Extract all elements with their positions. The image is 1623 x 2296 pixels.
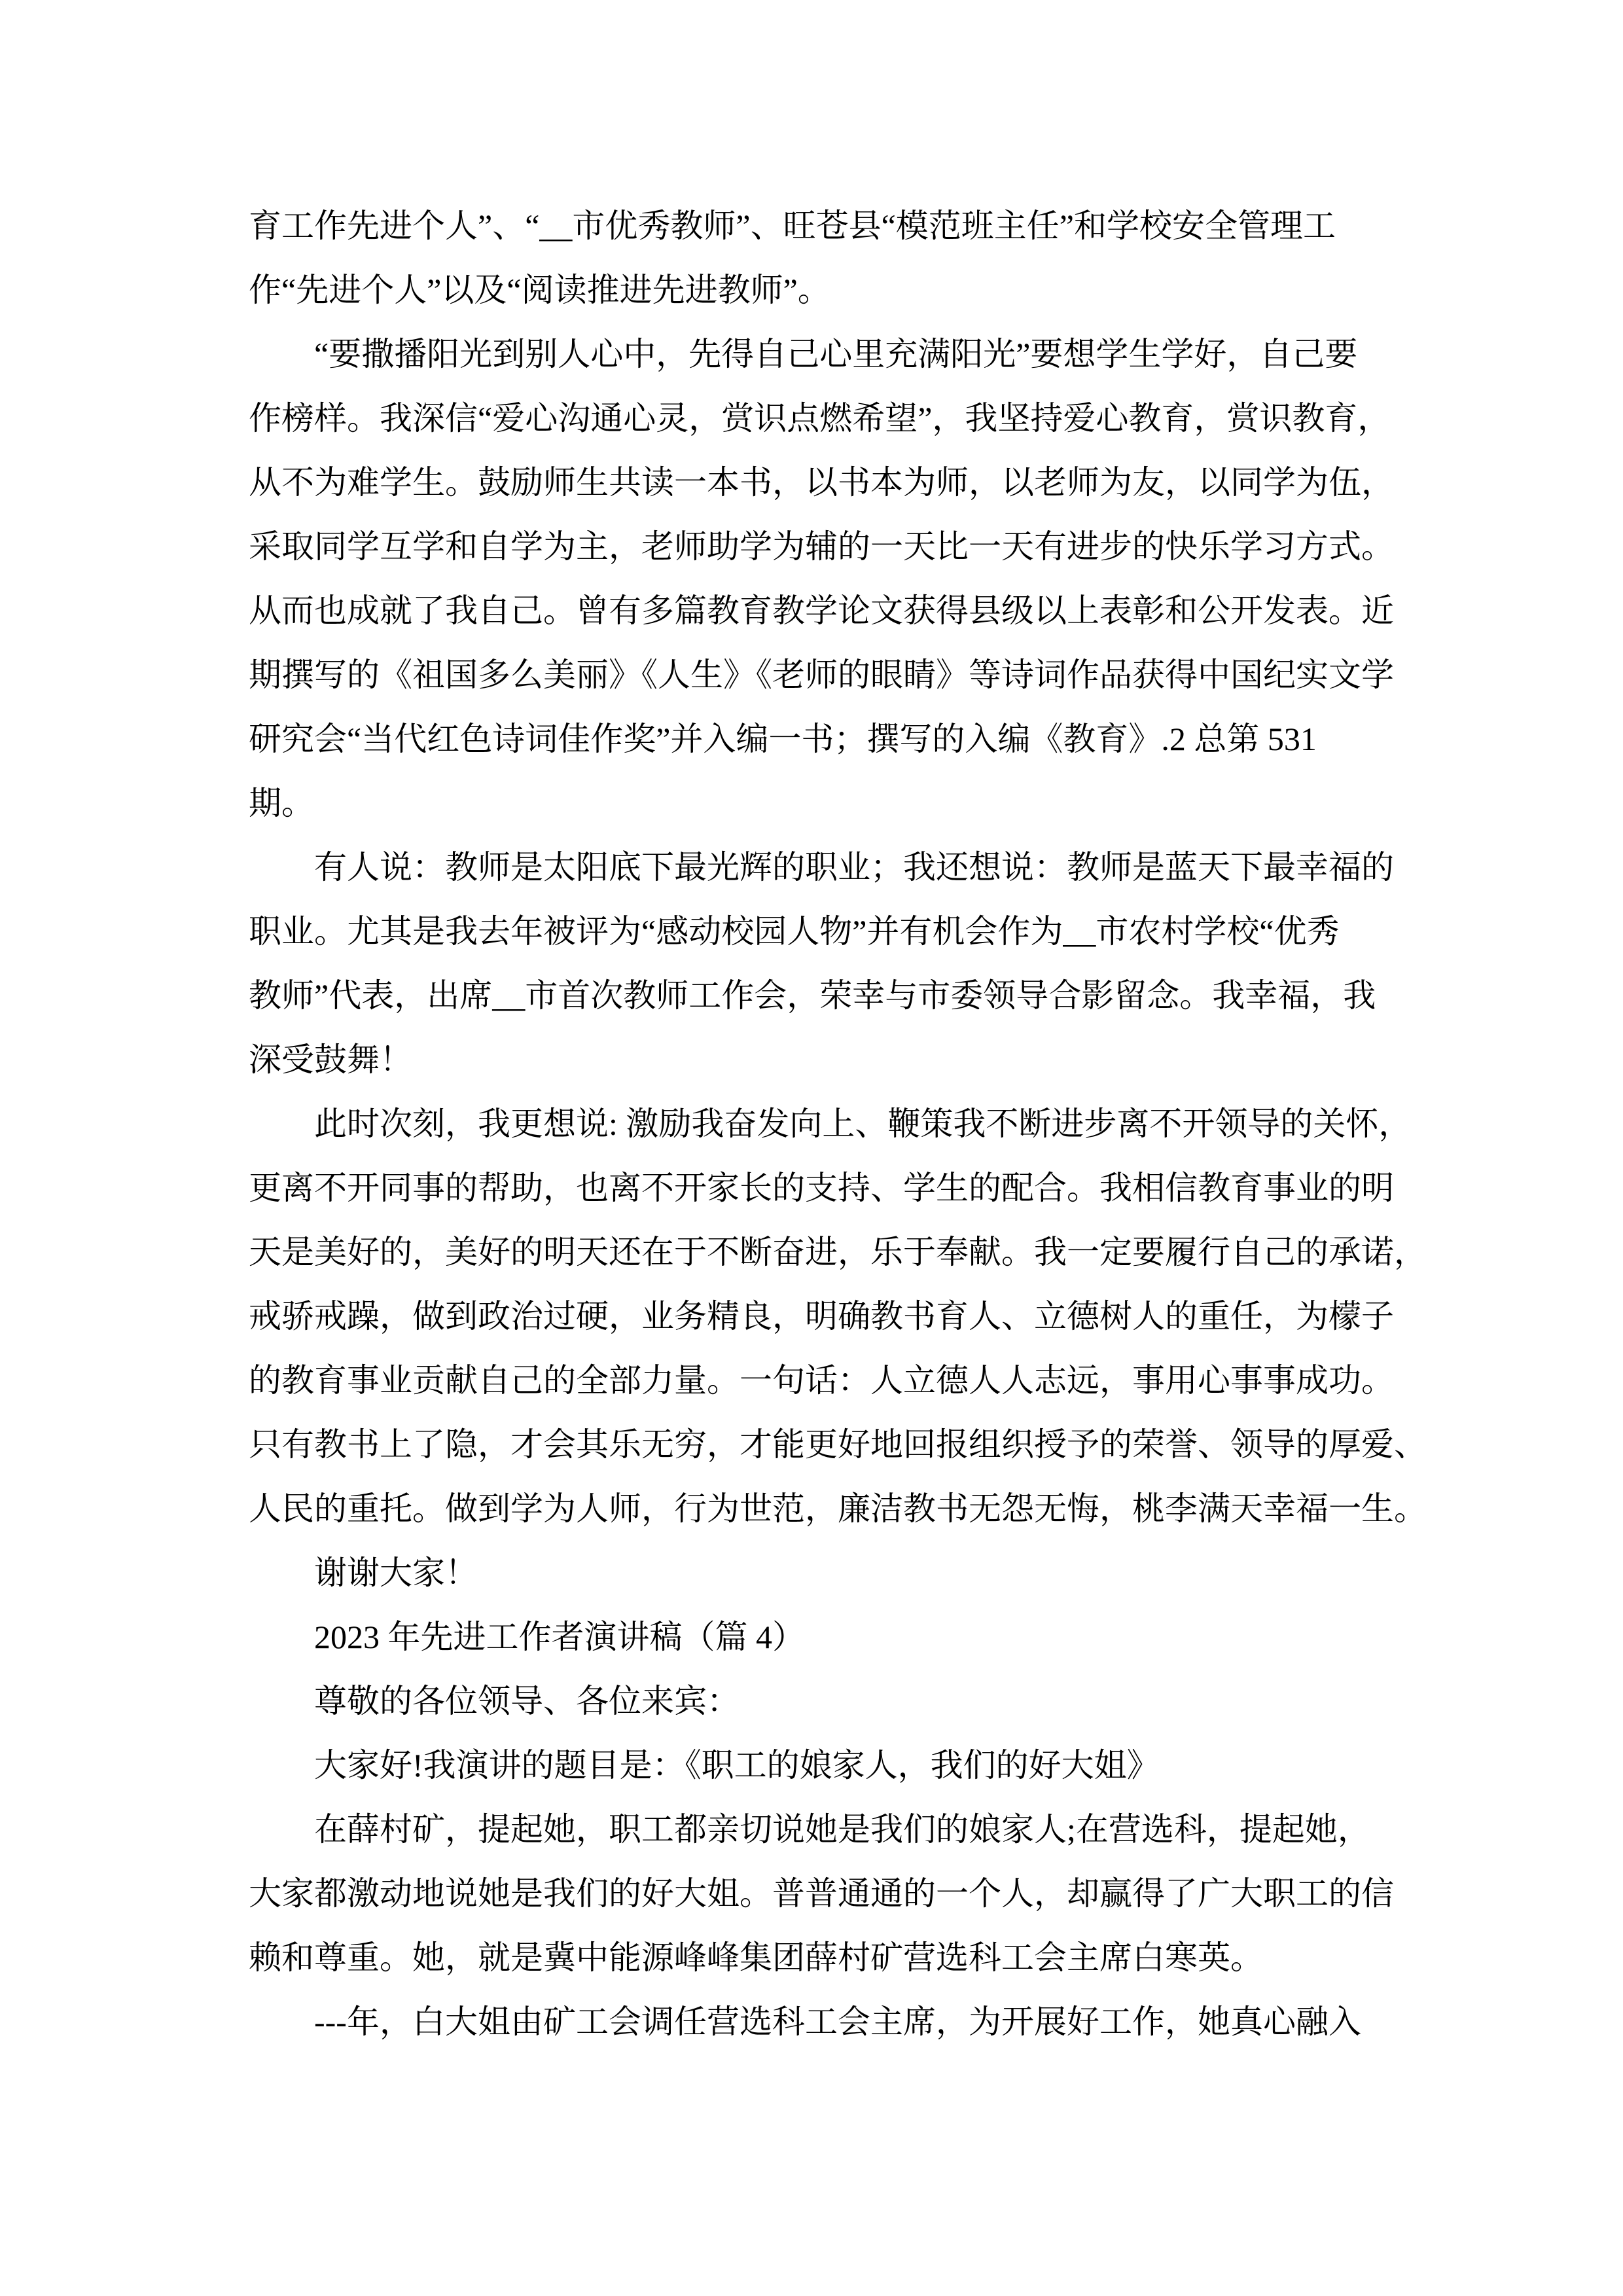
text-line: 谢谢大家！: [314, 1554, 478, 1591]
text-line: 此时次刻，我更想说: 激励我奋发向上、鞭策我不断进步离不开领导的关怀，: [314, 1105, 1412, 1142]
text-line: 从而也成就了我自己。曾有多篇教育教学论文获得县级以上表彰和公开发表。近: [249, 592, 1394, 629]
text-line: 天是美好的，美好的明天还在于不断奋进，乐于奉献。我一定要履行自己的承诺，: [249, 1234, 1427, 1270]
text-line: 职业。尤其是我去年被评为“感动校园人物”并有机会作为__市农村学校“优秀: [249, 913, 1340, 950]
text-line: 在薛村矿，提起她，职工都亲切说她是我们的娘家人;在营选科，提起她，: [314, 1811, 1370, 1848]
text-line: 研究会“当代红色诗词佳作奖”并入编一书；撰写的入编《教育》.2 总第 531: [249, 721, 1317, 757]
text-line: 作“先进个人”以及“阅读推进先进教师”。: [249, 272, 830, 308]
text-line: 尊敬的各位领导、各位来宾：: [314, 1683, 740, 1719]
text-line: 期。: [249, 785, 314, 821]
text-line: 更离不开同事的帮助，也离不开家长的支持、学生的配合。我相信教育事业的明: [249, 1170, 1394, 1206]
text-line: 只有教书上了隐，才会其乐无穷，才能更好地回报组织授予的荣誉、领导的厚爱、: [249, 1426, 1427, 1463]
text-line: 赖和尊重。她，就是冀中能源峰峰集团薛村矿营选科工会主席白寒英。: [249, 1939, 1263, 1976]
text-line: 有人说：教师是太阳底下最光辉的职业；我还想说：教师是蓝天下最幸福的: [314, 849, 1394, 886]
text-line: 期撰写的《祖国多么美丽》《人生》《老师的眼睛》等诗词作品获得中国纪实文学: [249, 656, 1394, 693]
text-line: 大家都激动地说她是我们的好大姐。普普通通的一个人，却赢得了广大职工的信: [249, 1875, 1394, 1912]
text-line: 从不为难学生。鼓励师生共读一本书，以书本为师，以老师为友，以同学为伍，: [249, 464, 1394, 501]
text-line: 2023 年先进工作者演讲稿（篇 4）: [314, 1619, 805, 1655]
text-line: 大家好!我演讲的题目是：《职工的娘家人，我们的好大姐》: [314, 1747, 1160, 1784]
text-line: 戒骄戒躁，做到政治过硬，业务精良，明确教书育人、立德树人的重任，为檬子: [249, 1298, 1394, 1335]
text-line: 采取同学互学和自学为主，老师助学为辅的一天比一天有进步的快乐学习方式。: [249, 528, 1394, 565]
text-line: 教师”代表，出席__市首次教师工作会，荣幸与市委领导合影留念。我幸福，我: [249, 977, 1376, 1014]
text-line: ---年，白大姐由矿工会调任营选科工会主席，为开展好工作，她真心融入: [314, 2003, 1361, 2040]
text-line: 人民的重托。做到学为人师，行为世范，廉洁教书无怨无悔，桃李满天幸福一生。: [249, 1490, 1427, 1527]
document-text: [249, 194, 1427, 2054]
text-line: “要撒播阳光到别人心中，先得自己心里充满阳光”要想学生学好，自己要: [314, 336, 1358, 372]
text-line: 育工作先进个人”、“__市优秀教师”、旺苍县“模范班主任”和学校安全管理工: [249, 207, 1336, 244]
text-line: 作榜样。我深信“爱心沟通心灵，赏识点燃希望”，我坚持爱心教育，赏识教育，: [249, 400, 1391, 437]
text-line: 的教育事业贡献自己的全部力量。一句话：人立德人人志远，事用心事事成功。: [249, 1362, 1394, 1399]
text-line: 深受鼓舞！: [249, 1041, 412, 1078]
